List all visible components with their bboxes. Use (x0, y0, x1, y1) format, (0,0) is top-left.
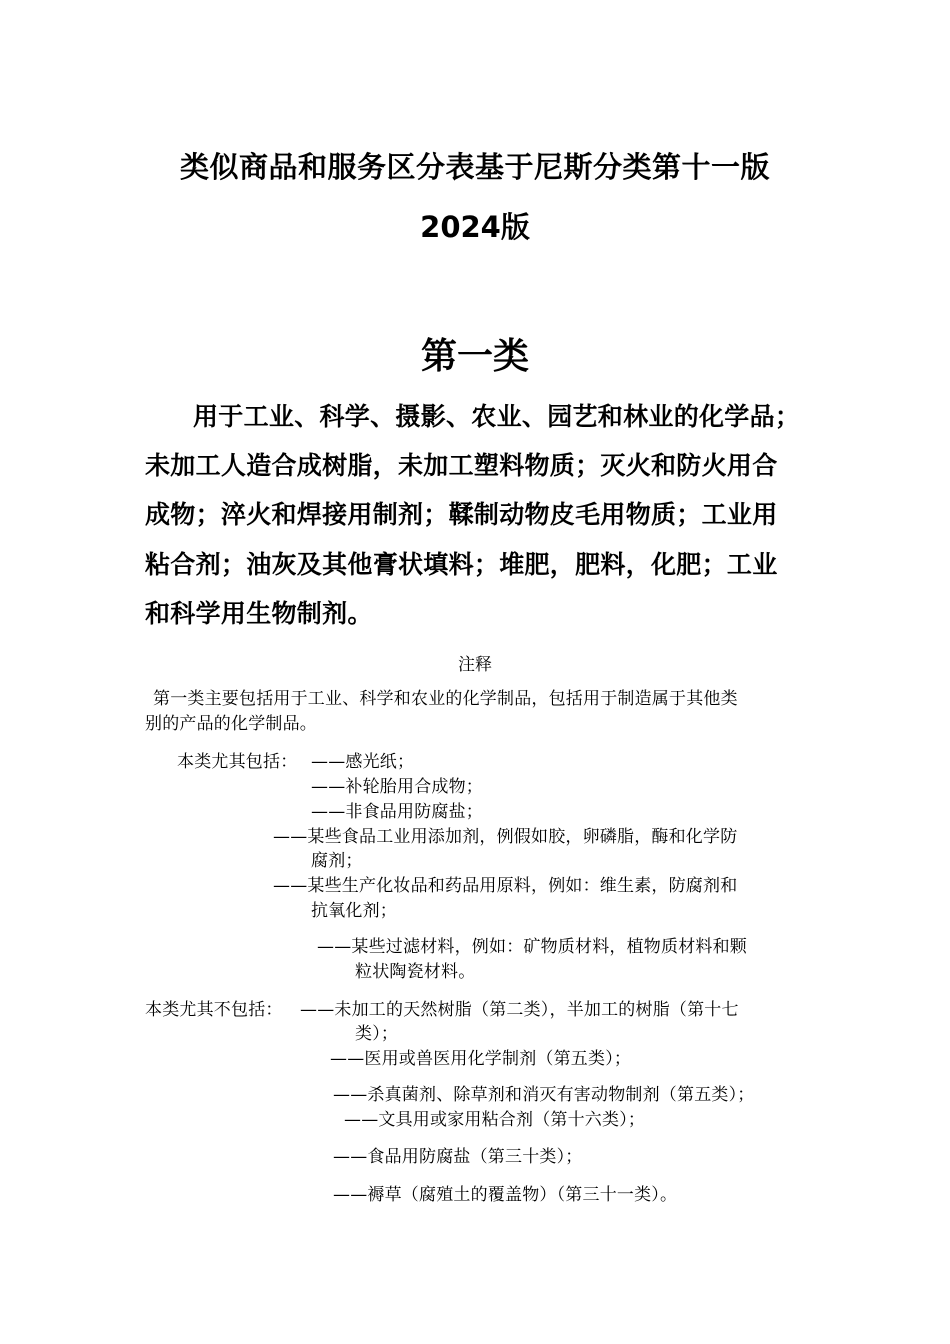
excludes-label: 本类尤其不包括： (145, 1000, 283, 1020)
notes-title: 注释 (458, 655, 492, 675)
excludes-item: ——褥草（腐殖土的覆盖物）（第三十一类）。 (333, 1185, 678, 1205)
notes-intro-line: 第一类主要包括用于工业、科学和农业的化学制品，包括用于制造属于其他类 (153, 689, 738, 709)
description-line: 成物；淬火和焊接用制剂；鞣制动物皮毛用物质；工业用 (145, 500, 778, 529)
includes-item: ——某些食品工业用添加剂，例假如胶，卵磷脂，酶和化学防 (273, 827, 738, 847)
excludes-item: ——杀真菌剂、除草剂和消灭有害动物制剂（第五类）； (333, 1085, 755, 1105)
includes-item: ——某些过滤材料，例如：矿物质材料，植物质材料和颗 (317, 937, 747, 957)
includes-label: 本类尤其包括： (177, 752, 298, 772)
description-line: 和科学用生物制剂。 (145, 599, 373, 628)
includes-item-continuation: 抗氧化剂； (311, 901, 397, 921)
document-title: 类似商品和服务区分表基于尼斯分类第十一版 (179, 150, 770, 184)
description-line: 未加工人造合成树脂，未加工塑料物质；灭火和防火用合 (145, 451, 778, 480)
excludes-item-continuation: 类）； (355, 1024, 399, 1044)
includes-item: ——感光纸； (311, 752, 415, 772)
class-heading: 第一类 (420, 336, 529, 377)
includes-item-continuation: 粒状陶瓷材料。 (355, 962, 476, 982)
edition-label: 2024版 (420, 210, 530, 244)
includes-item: ——某些生产化妆品和药品用原料，例如：维生素，防腐剂和 (273, 876, 738, 896)
description-line: 粘合剂；油灰及其他膏状填料；堆肥，肥料，化肥；工业 (145, 550, 778, 579)
includes-item-continuation: 腐剂； (311, 851, 363, 871)
excludes-item: ——未加工的天然树脂（第二类），半加工的树脂（第十七 (300, 1000, 739, 1020)
notes-intro-line: 别的产品的化学制品。 (145, 714, 317, 734)
description-line: 用于工业、科学、摄影、农业、园艺和林业的化学品； (193, 402, 801, 431)
excludes-item: ——医用或兽医用化学制剂（第五类）； (330, 1049, 632, 1069)
excludes-item: ——文具用或家用粘合剂（第十六类）； (344, 1110, 646, 1130)
includes-item: ——非食品用防腐盐； (311, 802, 483, 822)
excludes-item: ——食品用防腐盐（第三十类）； (333, 1147, 583, 1167)
includes-item: ——补轮胎用合成物； (311, 777, 483, 797)
